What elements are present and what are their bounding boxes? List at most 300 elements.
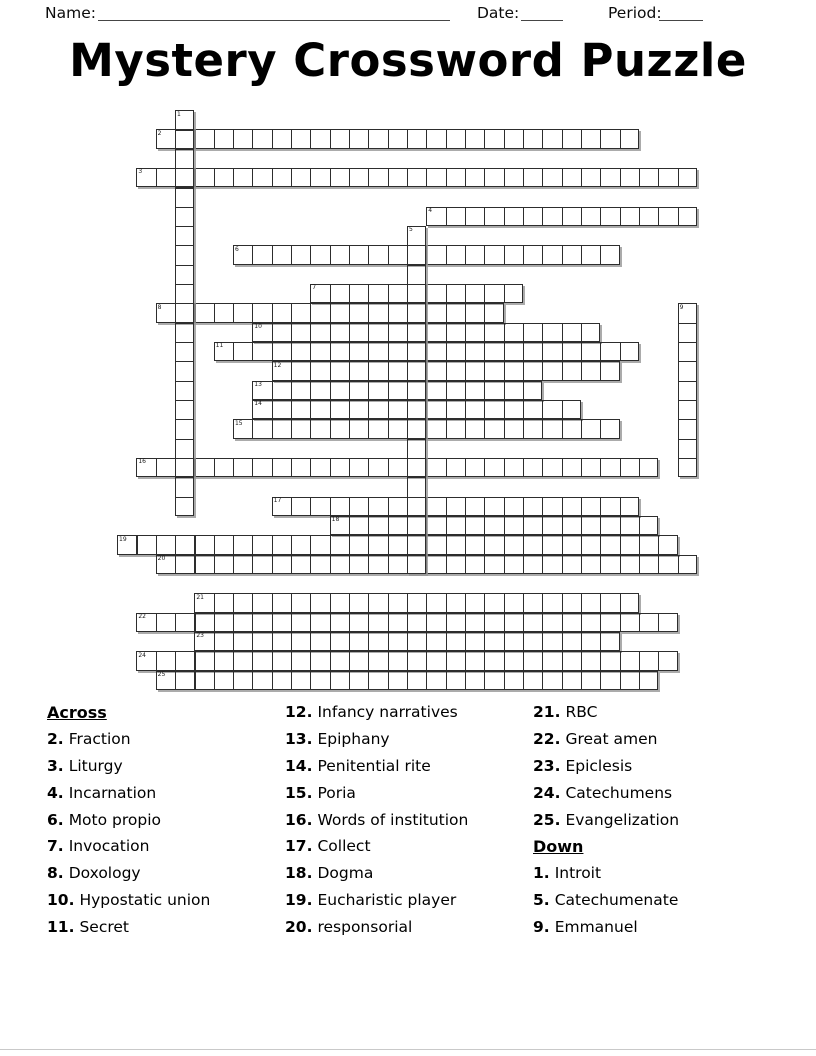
clue-number: 23. bbox=[533, 756, 561, 775]
cell-divider bbox=[620, 343, 621, 360]
cell-divider bbox=[349, 652, 350, 669]
cell-divider bbox=[658, 536, 659, 553]
cell-divider bbox=[465, 169, 466, 186]
cell-divider bbox=[446, 420, 447, 437]
cell-divider bbox=[465, 362, 466, 379]
cell-divider bbox=[484, 420, 485, 437]
cell-divider bbox=[581, 614, 582, 631]
cell-divider bbox=[562, 420, 563, 437]
clue-number: 10. bbox=[47, 890, 75, 909]
cell-divider bbox=[620, 536, 621, 553]
cell-divider bbox=[349, 594, 350, 611]
cell-divider bbox=[272, 246, 273, 263]
cell-divider bbox=[214, 130, 215, 147]
cell-divider bbox=[349, 536, 350, 553]
cell-divider bbox=[214, 594, 215, 611]
cell-divider bbox=[620, 208, 621, 225]
cell-divider bbox=[523, 401, 524, 418]
cell-divider bbox=[252, 130, 253, 147]
word-23-across[interactable] bbox=[194, 632, 619, 651]
cell-divider bbox=[620, 169, 621, 186]
cell-divider bbox=[523, 536, 524, 553]
cell-divider bbox=[176, 265, 193, 266]
grid-number-20: 20 bbox=[157, 555, 166, 563]
clue-across-8 bbox=[47, 860, 210, 887]
clue-number: 15. bbox=[285, 783, 313, 802]
cell-divider bbox=[639, 652, 640, 669]
clue-across-25 bbox=[533, 806, 679, 833]
cell-divider bbox=[272, 304, 273, 321]
cell-divider bbox=[368, 594, 369, 611]
word-16-across[interactable] bbox=[136, 458, 658, 477]
clue-number: 17. bbox=[285, 837, 313, 856]
cell-divider bbox=[291, 614, 292, 631]
clue-column-3 bbox=[533, 699, 679, 940]
cell-divider bbox=[349, 246, 350, 263]
grid-number-15: 15 bbox=[234, 419, 243, 427]
word-12-across[interactable] bbox=[272, 361, 620, 380]
cell-divider bbox=[252, 246, 253, 263]
cell-divider bbox=[562, 556, 563, 573]
cell-divider bbox=[310, 324, 311, 341]
cell-divider bbox=[446, 246, 447, 263]
cell-divider bbox=[388, 672, 389, 689]
cell-divider bbox=[523, 324, 524, 341]
cell-divider bbox=[600, 517, 601, 534]
word-11-across[interactable] bbox=[214, 342, 639, 361]
cell-divider bbox=[504, 401, 505, 418]
word-6-across[interactable] bbox=[233, 245, 620, 264]
cell-divider bbox=[562, 208, 563, 225]
cell-divider bbox=[446, 594, 447, 611]
word-4-across[interactable] bbox=[426, 207, 697, 226]
cell-divider bbox=[484, 401, 485, 418]
cell-divider bbox=[214, 614, 215, 631]
cell-divider bbox=[368, 459, 369, 476]
cell-divider bbox=[252, 420, 253, 437]
cell-divider bbox=[581, 459, 582, 476]
cell-divider bbox=[349, 517, 350, 534]
cell-divider bbox=[272, 594, 273, 611]
cell-divider bbox=[484, 304, 485, 321]
cell-divider bbox=[272, 556, 273, 573]
cell-divider bbox=[523, 517, 524, 534]
cell-divider bbox=[679, 439, 696, 440]
cell-divider bbox=[176, 149, 193, 150]
cell-divider bbox=[562, 246, 563, 263]
cell-divider bbox=[310, 304, 311, 321]
cell-divider bbox=[310, 130, 311, 147]
grid-number-8: 8 bbox=[157, 303, 162, 311]
cell-divider bbox=[581, 208, 582, 225]
cell-divider bbox=[504, 130, 505, 147]
word-8-across[interactable] bbox=[156, 303, 504, 322]
clue-number: 22. bbox=[533, 730, 561, 749]
cell-divider bbox=[310, 382, 311, 399]
cell-divider bbox=[330, 285, 331, 302]
cell-divider bbox=[349, 556, 350, 573]
cell-divider bbox=[426, 169, 427, 186]
cell-divider bbox=[523, 420, 524, 437]
cell-divider bbox=[562, 130, 563, 147]
clue-across-7 bbox=[47, 833, 210, 860]
cell-divider bbox=[310, 343, 311, 360]
cell-divider bbox=[542, 536, 543, 553]
word-10-across[interactable] bbox=[252, 323, 600, 342]
cell-divider bbox=[252, 304, 253, 321]
cell-divider bbox=[175, 556, 176, 573]
word-2-across[interactable] bbox=[156, 129, 639, 148]
cell-divider bbox=[175, 672, 176, 689]
cell-divider bbox=[639, 208, 640, 225]
clue-across-21 bbox=[533, 699, 679, 726]
cell-divider bbox=[176, 458, 193, 459]
clue-text: Epiclesis bbox=[565, 756, 633, 775]
cell-divider bbox=[600, 420, 601, 437]
word-20-across[interactable] bbox=[156, 555, 697, 574]
word-15-across[interactable] bbox=[233, 419, 620, 438]
cell-divider bbox=[639, 672, 640, 689]
cell-divider bbox=[600, 556, 601, 573]
cell-divider bbox=[407, 130, 408, 147]
cell-divider bbox=[368, 420, 369, 437]
cell-divider bbox=[349, 169, 350, 186]
cell-divider bbox=[388, 169, 389, 186]
cell-divider bbox=[291, 130, 292, 147]
cell-divider bbox=[426, 343, 427, 360]
cell-divider bbox=[523, 246, 524, 263]
cell-divider bbox=[330, 246, 331, 263]
cell-divider bbox=[620, 459, 621, 476]
clue-number: 6. bbox=[47, 810, 64, 829]
cell-divider bbox=[272, 652, 273, 669]
cell-divider bbox=[658, 208, 659, 225]
cell-divider bbox=[291, 343, 292, 360]
word-24-across[interactable] bbox=[136, 651, 677, 670]
cell-divider bbox=[679, 458, 696, 459]
cell-divider bbox=[562, 614, 563, 631]
cell-divider bbox=[176, 497, 193, 498]
cell-divider bbox=[523, 459, 524, 476]
clue-number: 8. bbox=[47, 864, 64, 883]
cell-divider bbox=[176, 342, 193, 343]
cell-divider bbox=[233, 556, 234, 573]
word-19-across[interactable] bbox=[117, 535, 678, 554]
cell-divider bbox=[504, 459, 505, 476]
cell-divider bbox=[272, 536, 273, 553]
clue-across-24 bbox=[533, 779, 679, 806]
cell-divider bbox=[407, 594, 408, 611]
cell-divider bbox=[233, 652, 234, 669]
cell-divider bbox=[504, 420, 505, 437]
cell-divider bbox=[465, 517, 466, 534]
cell-divider bbox=[426, 517, 427, 534]
cell-divider bbox=[542, 517, 543, 534]
cell-divider bbox=[388, 652, 389, 669]
cell-divider bbox=[408, 381, 425, 382]
cell-divider bbox=[484, 633, 485, 650]
cell-divider bbox=[330, 459, 331, 476]
cell-divider bbox=[388, 130, 389, 147]
cell-divider bbox=[252, 614, 253, 631]
cell-divider bbox=[349, 672, 350, 689]
cell-divider bbox=[542, 420, 543, 437]
clue-down-9 bbox=[533, 913, 679, 940]
cell-divider bbox=[542, 652, 543, 669]
cell-divider bbox=[581, 343, 582, 360]
cell-divider bbox=[330, 362, 331, 379]
word-18-across[interactable] bbox=[330, 516, 659, 535]
cell-divider bbox=[426, 362, 427, 379]
cell-divider bbox=[620, 498, 621, 515]
cell-divider bbox=[426, 285, 427, 302]
clue-number: 12. bbox=[285, 703, 313, 722]
cell-divider bbox=[639, 556, 640, 573]
grid-number-9: 9 bbox=[679, 303, 684, 311]
cell-divider bbox=[446, 362, 447, 379]
word-13-across[interactable] bbox=[252, 381, 542, 400]
cell-divider bbox=[310, 246, 311, 263]
cell-divider bbox=[523, 343, 524, 360]
word-1-down[interactable] bbox=[175, 110, 194, 516]
word-25-across[interactable] bbox=[156, 671, 659, 690]
cell-divider bbox=[504, 324, 505, 341]
clue-text: Doxology bbox=[68, 864, 141, 883]
cell-divider bbox=[542, 556, 543, 573]
cell-divider bbox=[176, 439, 193, 440]
word-3-across[interactable] bbox=[136, 168, 697, 187]
cell-divider bbox=[252, 594, 253, 611]
cell-divider bbox=[446, 614, 447, 631]
cell-divider bbox=[252, 459, 253, 476]
cell-divider bbox=[484, 343, 485, 360]
cell-divider bbox=[446, 498, 447, 515]
grid-number-18: 18 bbox=[331, 516, 340, 524]
clue-across-20 bbox=[285, 913, 468, 940]
cell-divider bbox=[465, 130, 466, 147]
clue-across-2 bbox=[47, 726, 210, 753]
grid-number-23: 23 bbox=[196, 632, 204, 640]
cell-divider bbox=[214, 304, 215, 321]
clue-text: Emmanuel bbox=[554, 917, 638, 936]
cell-divider bbox=[562, 517, 563, 534]
cell-divider bbox=[446, 382, 447, 399]
cell-divider bbox=[310, 362, 311, 379]
clue-number: 1. bbox=[533, 864, 550, 883]
cell-divider bbox=[600, 614, 601, 631]
cell-divider bbox=[252, 652, 253, 669]
cell-divider bbox=[465, 324, 466, 341]
cell-divider bbox=[175, 614, 176, 631]
cell-divider bbox=[562, 169, 563, 186]
cell-divider bbox=[620, 517, 621, 534]
cell-divider bbox=[562, 594, 563, 611]
cell-divider bbox=[600, 130, 601, 147]
cell-divider bbox=[310, 169, 311, 186]
cell-divider bbox=[446, 517, 447, 534]
cell-divider bbox=[349, 343, 350, 360]
cell-divider bbox=[679, 361, 696, 362]
cell-divider bbox=[194, 652, 195, 669]
clue-across-11 bbox=[47, 913, 210, 940]
cell-divider bbox=[523, 169, 524, 186]
clue-down-1 bbox=[533, 860, 679, 887]
cell-divider bbox=[330, 169, 331, 186]
cell-divider bbox=[620, 614, 621, 631]
cell-divider bbox=[194, 130, 195, 147]
clue-across-4 bbox=[47, 779, 210, 806]
clue-text: RBC bbox=[565, 703, 598, 722]
cell-divider bbox=[368, 556, 369, 573]
clue-column-1 bbox=[47, 699, 210, 940]
word-22-across[interactable] bbox=[136, 613, 677, 632]
cell-divider bbox=[523, 382, 524, 399]
cell-divider bbox=[484, 169, 485, 186]
cell-divider bbox=[349, 362, 350, 379]
clue-across-15 bbox=[285, 779, 468, 806]
clue-text: Catechumens bbox=[565, 783, 673, 802]
clue-text: Infancy narratives bbox=[317, 703, 458, 722]
cell-divider bbox=[388, 614, 389, 631]
name-label: Name: bbox=[45, 4, 96, 22]
cell-divider bbox=[291, 401, 292, 418]
cell-divider bbox=[330, 420, 331, 437]
word-9-down[interactable] bbox=[678, 303, 697, 477]
cell-divider bbox=[194, 536, 195, 553]
cell-divider bbox=[408, 342, 425, 343]
cell-divider bbox=[581, 672, 582, 689]
cell-divider bbox=[446, 401, 447, 418]
cell-divider bbox=[446, 285, 447, 302]
clue-text: Great amen bbox=[565, 730, 658, 749]
cell-divider bbox=[156, 169, 157, 186]
word-5-down[interactable] bbox=[407, 226, 426, 574]
cell-divider bbox=[600, 652, 601, 669]
cell-divider bbox=[465, 594, 466, 611]
clue-across-12 bbox=[285, 699, 468, 726]
cell-divider bbox=[291, 459, 292, 476]
cell-divider bbox=[465, 556, 466, 573]
cell-divider bbox=[678, 556, 679, 573]
cell-divider bbox=[368, 672, 369, 689]
cell-divider bbox=[504, 285, 505, 302]
cell-divider bbox=[504, 672, 505, 689]
cell-divider bbox=[408, 361, 425, 362]
grid-number-22: 22 bbox=[138, 613, 146, 621]
cell-divider bbox=[504, 498, 505, 515]
cell-divider bbox=[368, 498, 369, 515]
cell-divider bbox=[523, 208, 524, 225]
cell-divider bbox=[388, 556, 389, 573]
clue-text: Liturgy bbox=[68, 756, 123, 775]
cell-divider bbox=[252, 536, 253, 553]
cell-divider bbox=[426, 401, 427, 418]
clue-number: 19. bbox=[285, 890, 313, 909]
cell-divider bbox=[504, 517, 505, 534]
clue-number: 11. bbox=[47, 917, 75, 936]
grid-number-2: 2 bbox=[157, 129, 162, 137]
cell-divider bbox=[388, 498, 389, 515]
grid-number-21: 21 bbox=[196, 593, 204, 601]
cell-divider bbox=[542, 594, 543, 611]
cell-divider bbox=[408, 516, 425, 517]
cell-divider bbox=[233, 343, 234, 360]
cell-divider bbox=[368, 382, 369, 399]
cell-divider bbox=[542, 130, 543, 147]
cell-divider bbox=[310, 498, 311, 515]
cell-divider bbox=[639, 614, 640, 631]
cell-divider bbox=[388, 246, 389, 263]
cell-divider bbox=[175, 536, 176, 553]
clue-number: 20. bbox=[285, 917, 313, 936]
cell-divider bbox=[272, 614, 273, 631]
clue-number: 7. bbox=[47, 837, 64, 856]
cell-divider bbox=[388, 382, 389, 399]
cell-divider bbox=[310, 420, 311, 437]
cell-divider bbox=[388, 633, 389, 650]
cell-divider bbox=[194, 672, 195, 689]
cell-divider bbox=[291, 246, 292, 263]
cell-divider bbox=[562, 343, 563, 360]
grid-number-7: 7 bbox=[312, 284, 317, 292]
cell-divider bbox=[214, 169, 215, 186]
cell-divider bbox=[368, 304, 369, 321]
cell-divider bbox=[349, 614, 350, 631]
cell-divider bbox=[176, 207, 193, 208]
word-21-across[interactable] bbox=[194, 593, 639, 612]
cell-divider bbox=[233, 459, 234, 476]
cell-divider bbox=[426, 498, 427, 515]
cell-divider bbox=[330, 594, 331, 611]
clue-across-22 bbox=[533, 726, 679, 753]
cell-divider bbox=[426, 382, 427, 399]
cell-divider bbox=[349, 304, 350, 321]
cell-divider bbox=[446, 536, 447, 553]
cell-divider bbox=[562, 362, 563, 379]
cell-divider bbox=[658, 169, 659, 186]
cell-divider bbox=[388, 304, 389, 321]
cell-divider bbox=[523, 614, 524, 631]
cell-divider bbox=[581, 536, 582, 553]
cell-divider bbox=[581, 594, 582, 611]
cell-divider bbox=[310, 633, 311, 650]
cell-divider bbox=[176, 477, 193, 478]
cell-divider bbox=[426, 130, 427, 147]
down-header: Down bbox=[533, 836, 584, 856]
cell-divider bbox=[484, 536, 485, 553]
grid-number-24: 24 bbox=[138, 651, 146, 659]
cell-divider bbox=[349, 382, 350, 399]
cell-divider bbox=[562, 672, 563, 689]
cell-divider bbox=[679, 419, 696, 420]
cell-divider bbox=[176, 245, 193, 246]
cell-divider bbox=[330, 382, 331, 399]
grid-number-1: 1 bbox=[176, 110, 181, 118]
cell-divider bbox=[562, 536, 563, 553]
cell-divider bbox=[388, 517, 389, 534]
clue-number: 9. bbox=[533, 917, 550, 936]
clue-text: Dogma bbox=[317, 864, 374, 883]
cell-divider bbox=[233, 633, 234, 650]
cell-divider bbox=[542, 614, 543, 631]
cell-divider bbox=[349, 324, 350, 341]
cell-divider bbox=[272, 420, 273, 437]
word-17-across[interactable] bbox=[272, 497, 639, 516]
cell-divider bbox=[620, 672, 621, 689]
cell-divider bbox=[426, 536, 427, 553]
cell-divider bbox=[330, 672, 331, 689]
cell-divider bbox=[542, 498, 543, 515]
